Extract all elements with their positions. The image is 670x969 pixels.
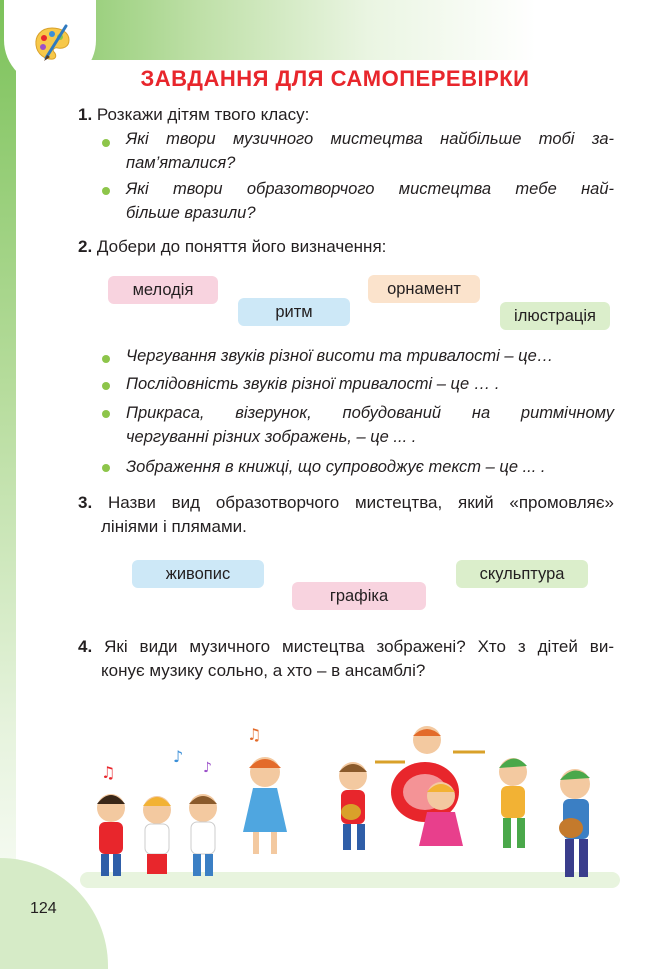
chip-illustration: ілюстрація — [500, 302, 610, 330]
bullet-dot — [102, 410, 110, 418]
task-2-text: Добери до поняття його визначення: — [96, 237, 387, 256]
bullet-dot — [102, 187, 110, 195]
task-3-number: 3. — [78, 493, 93, 512]
svg-text:♪: ♪ — [173, 747, 184, 766]
trumpet-boy — [499, 758, 527, 848]
task-1 — [78, 104, 309, 126]
chip-melody: мелодія — [108, 276, 218, 304]
drum-kit — [375, 726, 485, 822]
singing-child — [97, 794, 125, 876]
side-band — [0, 0, 16, 969]
task-3-line-1 — [78, 492, 614, 514]
chip-graphics: графіка — [292, 582, 426, 610]
header-band — [0, 0, 670, 60]
task-2-bullet-2: Послідовність звуків різної тривалості – це … . — [126, 375, 500, 393]
task-4-line-2: конує музику сольно, а хто – в ансамблі? — [101, 661, 426, 680]
task-3-text-1: Назви вид образотворчого мистецтва, який «промовляє» — [107, 493, 614, 512]
task-2-bullet-4: Зображення в книжці, що супроводжує текст – це ... . — [126, 458, 546, 476]
task-2 — [78, 236, 386, 258]
chip-rhythm: ритм — [238, 298, 350, 326]
task-2-bullet-3-line-2: чергуванні різних зображень, – це ... . — [126, 428, 417, 446]
guitar-boy — [339, 762, 367, 850]
chip-painting: живопис — [132, 560, 264, 588]
task-1-bullet-2-line-1: Які твори образотворчого мистецтва тебе най- — [126, 180, 614, 198]
bullet-dot — [102, 355, 110, 363]
task-1-bullet-1-line-2: пам’яталися? — [126, 154, 236, 172]
page-title: ЗАВДАННЯ ДЛЯ САМОПЕРЕВІРКИ — [140, 66, 530, 91]
task-1-text: Розкажи дітям твого класу: — [96, 105, 310, 124]
task-1-bullet-1-line-1: Які твори музичного мистецтва найбільше тобі за- — [126, 130, 614, 148]
task-1-bullet-2-line-2: більше вразили? — [126, 204, 256, 222]
guitar-player — [559, 769, 590, 877]
singing-child — [143, 796, 171, 874]
task-2-bullet-3-line-1: Прикраса, візерунок, побудований на ритмічному — [126, 404, 614, 422]
task-4-number: 4. — [78, 637, 93, 656]
bullet-dot — [102, 382, 110, 390]
task-1-number: 1. — [78, 105, 93, 124]
chip-sculpture: скульптура — [456, 560, 588, 588]
chip-ornament: орнамент — [368, 275, 480, 303]
bullet-dot — [102, 464, 110, 472]
task-4-text-1: Які види музичного мистецтва зображені? Хто з дітей ви- — [104, 637, 614, 656]
svg-text:♫: ♫ — [247, 725, 262, 744]
singing-child — [189, 794, 217, 876]
dancing-girl — [243, 757, 287, 854]
page-number: 124 — [30, 900, 57, 917]
task-3-line-2: лініями і плямами. — [101, 517, 247, 536]
svg-text:♫: ♫ — [101, 763, 116, 782]
palette-icon — [32, 24, 72, 64]
task-2-number: 2. — [78, 237, 93, 256]
children-music-illustration — [75, 722, 620, 892]
svg-text:♪: ♪ — [203, 760, 212, 776]
task-4-line-1 — [78, 636, 614, 658]
bullet-dot — [102, 139, 110, 147]
task-2-bullet-1: Чергування звуків різної висоти та тривалості – це… — [126, 347, 554, 365]
